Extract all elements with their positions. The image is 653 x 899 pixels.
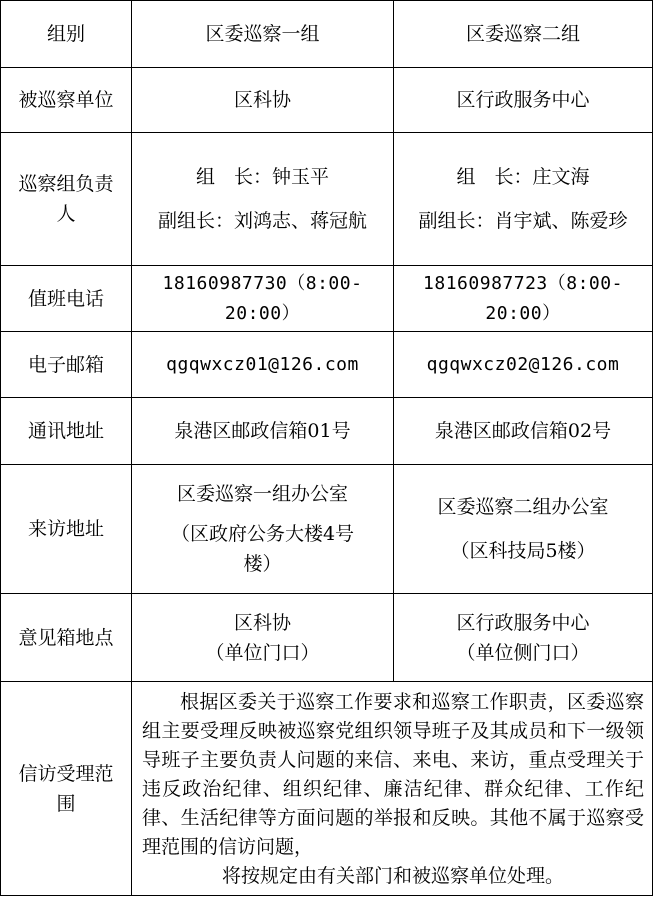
scope-text-main: 根据区委关于巡察工作要求和巡察工作职责，区委巡察组主要受理反映被巡察党组织领导班子及其成员和下一级领导班子主要负责人问题的来信、来电、来访，重点受理关于违反政治纪律、组织纪律、廉洁纪律、群众纪律、工作纪律、生活纪律等方面问题的举报和反映。其他不属于巡察受理范围的信访问题， [142,691,644,858]
email-group-one: qgqwxcz01@126.com [132,332,394,398]
unit-label: 被巡察单位 [1,68,132,133]
unit-group-one: 区科协 [132,68,394,133]
scope-label-line1: 信访受理范 [18,762,114,785]
leader-two-deputy: 副组长：肖宇斌、陈爱珍 [418,210,628,232]
visit-address-row [1,465,653,594]
leader-label [1,133,132,266]
leader-label-line1: 巡察组负责 [18,173,114,195]
phone-two-line1: 18160987723（8:00- [423,272,623,294]
visit-address-group-two [394,465,653,594]
leader-one-deputy: 副组长：刘鸿志、蒋冠航 [157,210,367,232]
box-location-row [1,594,653,682]
leader-two-head: 组 长：庄文海 [456,166,590,188]
box-one-line1: 区科协 [233,611,291,634]
visit-two-line1: 区委巡察二组办公室 [437,496,609,518]
leader-label-line2: 人 [56,203,76,225]
visit-address-label: 来访地址 [1,465,132,594]
scope-text [132,682,653,896]
phone-two-line2: 20:00） [485,302,561,324]
scope-row [1,682,653,896]
header-row [1,1,653,68]
visit-one-line1: 区委巡察一组办公室 [176,483,348,505]
email-label: 电子邮箱 [1,332,132,398]
box-two-line1: 区行政服务中心 [456,611,590,634]
scope-label-line2: 围 [56,792,76,815]
header-group-two: 区委巡察二组 [394,1,653,68]
unit-group-two: 区行政服务中心 [394,68,653,133]
box-location-group-one [132,594,394,682]
visit-one-line3: 楼） [243,553,282,575]
box-location-group-two [394,594,653,682]
unit-row [1,68,653,133]
leader-row [1,133,653,266]
mail-address-group-one: 泉港区邮政信箱01号 [132,398,394,465]
visit-address-group-one [132,465,394,594]
phone-one-line1: 18160987730（8:00- [162,272,363,294]
mail-address-group-two: 泉港区邮政信箱02号 [394,398,653,465]
scope-label [1,682,132,896]
box-one-line2: （单位门口） [205,641,320,664]
header-group-one: 区委巡察一组 [132,1,394,68]
email-row [1,332,653,398]
phone-one-line2: 20:00） [224,302,301,324]
box-two-line2: （单位侧门口） [456,641,590,664]
header-label-cell: 组别 [1,1,132,68]
scope-text-last: 将按规定由有关部门和被巡察单位处理。 [221,865,564,887]
box-location-label: 意见箱地点 [1,594,132,682]
email-group-two: qgqwxcz02@126.com [394,332,653,398]
phone-row [1,266,653,332]
mail-address-row [1,398,653,465]
leader-group-two [394,133,653,266]
phone-group-one [132,266,394,332]
leader-one-head: 组 长：钟玉平 [195,166,329,188]
leader-group-one [132,133,394,266]
mail-address-label: 通讯地址 [1,398,132,465]
visit-one-line2: （区政府公务大楼4号 [170,523,355,545]
visit-two-line2: （区科技局5楼） [450,540,596,562]
phone-label: 值班电话 [1,266,132,332]
phone-group-two [394,266,653,332]
